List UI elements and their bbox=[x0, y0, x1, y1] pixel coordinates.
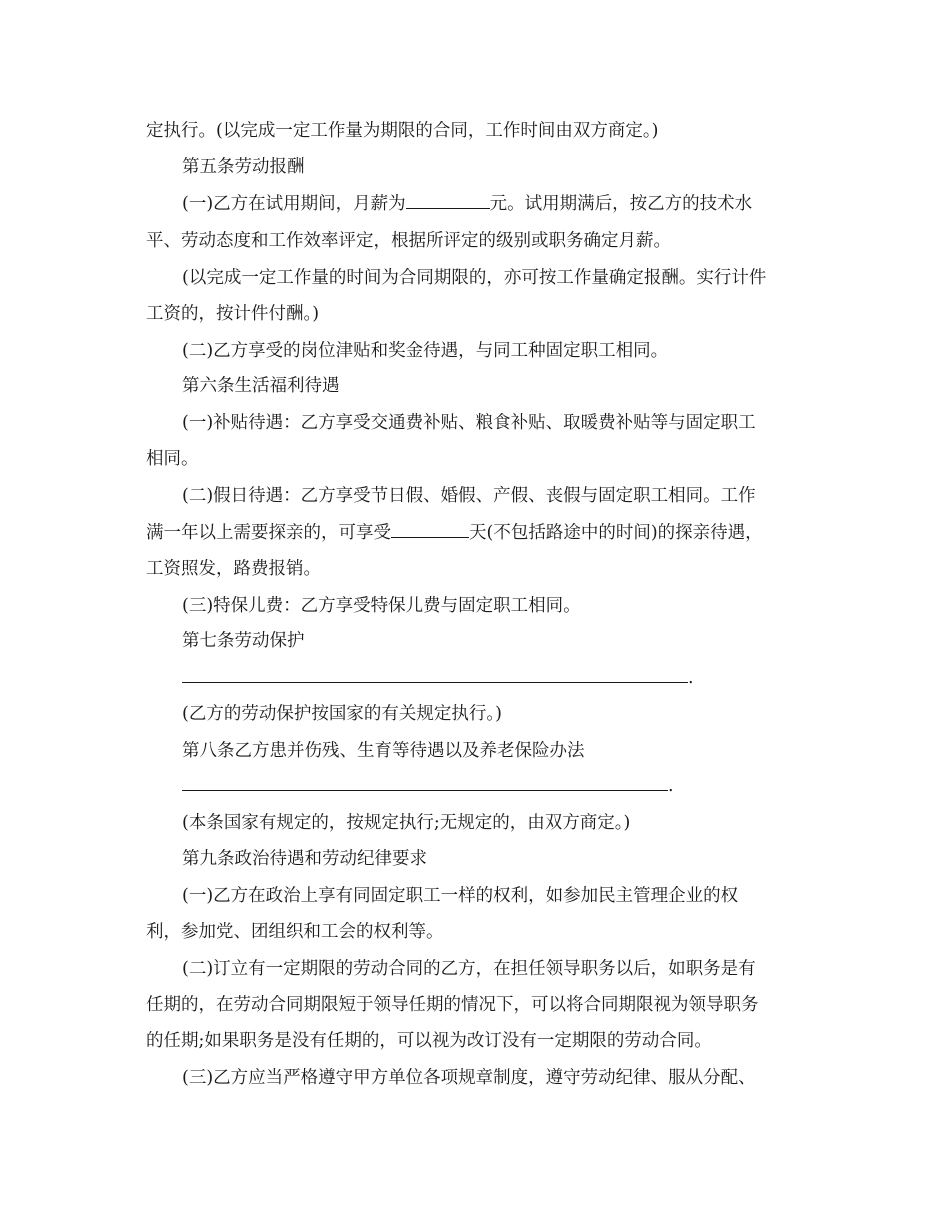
line-text: 定执行。(以完成一定工作量为期限的合同，工作时间由双方商定。) bbox=[146, 121, 659, 141]
line-text: (三)特保儿费：乙方享受特保儿费与固定职工相同。 bbox=[182, 596, 581, 616]
line-text: 天(不包括路途中的时间)的探亲待遇， bbox=[469, 523, 763, 543]
line-text: 元。试用期满后，按乙方的技术水 bbox=[489, 194, 753, 214]
line-text: (乙方的劳动保护按国家的有关规定执行。) bbox=[182, 704, 502, 724]
line-text: (二)订立有一定期限的劳动合同的乙方，在担任领导职务以后，如职务是有 bbox=[182, 959, 756, 979]
line-text: (一)补贴待遇：乙方享受交通费补贴、粮食补贴、取暖费补贴等与固定职工 bbox=[182, 413, 756, 433]
paragraph-line bbox=[182, 595, 581, 617]
line-text: . bbox=[668, 776, 674, 796]
paragraph-line bbox=[182, 885, 738, 907]
paragraph-line bbox=[146, 1030, 712, 1052]
fill-in-line bbox=[182, 667, 694, 689]
protection-blank bbox=[182, 668, 688, 683]
line-text: 第五条劳动报酬 bbox=[182, 157, 305, 177]
paragraph-line bbox=[146, 558, 321, 580]
line-text: 工资照发，路费报销。 bbox=[146, 559, 321, 579]
line-text: (三)乙方应当严格遵守甲方单位各项规章制度，遵守劳动纪律、服从分配、 bbox=[182, 1068, 756, 1088]
paragraph-line bbox=[182, 340, 668, 362]
insurance-blank bbox=[182, 776, 668, 791]
paragraph-line bbox=[146, 230, 671, 252]
paragraph-line bbox=[146, 303, 319, 325]
paragraph-line bbox=[182, 958, 756, 980]
line-text: . bbox=[688, 668, 694, 688]
line-text: 第九条政治待遇和劳动纪律要求 bbox=[182, 849, 427, 869]
salary-blank bbox=[406, 194, 490, 209]
paragraph-line bbox=[146, 448, 199, 470]
article-7-heading bbox=[182, 630, 305, 652]
line-text: 第七条劳动保护 bbox=[182, 631, 305, 651]
line-text: (二)乙方享受的岗位津贴和奖金待遇，与同工种固定职工相同。 bbox=[182, 341, 669, 361]
article-5-heading bbox=[182, 156, 305, 178]
paragraph-line bbox=[182, 485, 756, 507]
line-text: (一)乙方在试用期间，月薪为 bbox=[182, 194, 406, 214]
line-text: (本条国家有规定的，按规定执行;无规定的，由双方商定。) bbox=[182, 813, 631, 833]
paragraph-line bbox=[182, 267, 766, 289]
fill-in-line bbox=[182, 775, 674, 797]
line-text: 平、劳动态度和工作效率评定，根据所评定的级别或职务确定月薪。 bbox=[146, 231, 671, 251]
paragraph-line bbox=[182, 1067, 756, 1089]
line-text: 利，参加党、团组织和工会的权利等。 bbox=[146, 922, 444, 942]
paragraph-line bbox=[182, 412, 756, 434]
line-text: 工资的，按计件付酬。) bbox=[146, 304, 320, 324]
paragraph-line bbox=[182, 193, 752, 215]
line-text: 第八条乙方患并伤残、生育等待遇以及养老保险办法 bbox=[182, 741, 585, 761]
line-text: 相同。 bbox=[146, 449, 199, 469]
paragraph-line bbox=[146, 994, 759, 1016]
article-9-heading bbox=[182, 848, 427, 870]
line-text: 满一年以上需要探亲的，可享受 bbox=[146, 523, 391, 543]
article-8-heading bbox=[182, 740, 585, 762]
paragraph-line bbox=[182, 812, 630, 834]
line-text: 第六条生活福利待遇 bbox=[182, 376, 340, 396]
line-text: (二)假日待遇：乙方享受节日假、婚假、产假、丧假与固定职工相同。工作 bbox=[182, 486, 756, 506]
leave-days-blank bbox=[391, 523, 469, 538]
paragraph-line bbox=[146, 522, 763, 544]
line-text: (以完成一定工作量的时间为合同期限的，亦可按工作量确定报酬。实行计件 bbox=[182, 268, 767, 288]
line-text: 任期的，在劳动合同期限短于领导任期的情况下，可以将合同期限视为领导职务 bbox=[146, 995, 759, 1015]
line-text: (一)乙方在政治上享有同固定职工一样的权利，如参加民主管理企业的权 bbox=[182, 886, 739, 906]
paragraph-line bbox=[146, 921, 444, 943]
line-text: 的任期;如果职务是没有任期的，可以视为改订没有一定期限的劳动合同。 bbox=[146, 1031, 712, 1051]
article-6-heading bbox=[182, 375, 340, 397]
paragraph-line bbox=[182, 703, 502, 725]
paragraph-line bbox=[146, 120, 658, 142]
